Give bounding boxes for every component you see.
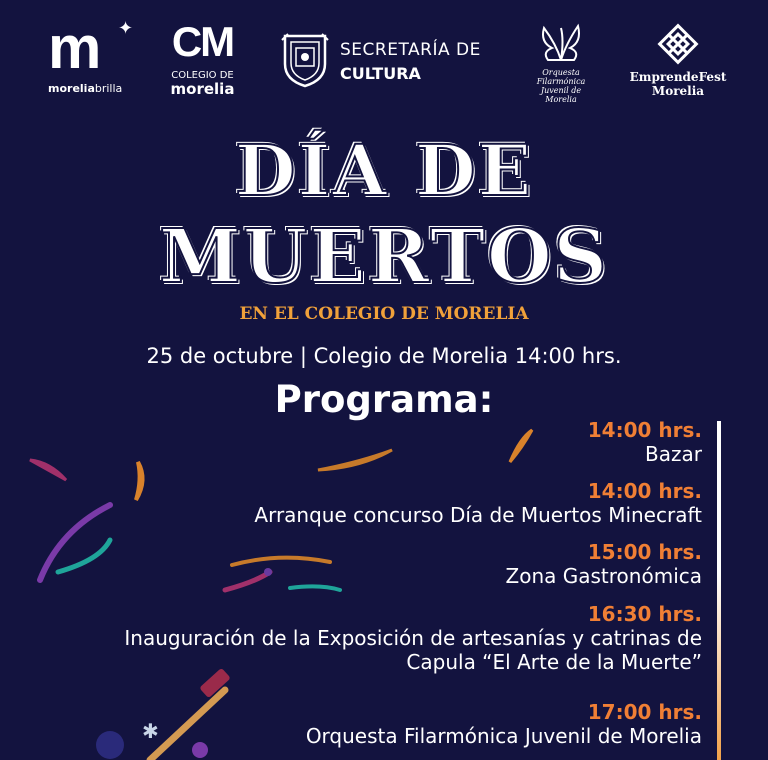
event-name: Bazar [645,442,702,466]
colegio-line2: morelia [170,80,235,98]
event-time: 14:00 hrs. [587,479,702,503]
title-line2: MUERTOS [158,214,609,300]
event-time: 17:00 hrs. [587,700,702,724]
program-event [588,418,702,466]
event-name: Inauguración de la Exposición de artesanías y catrinas de [124,626,702,650]
event-time: 14:00 hrs. [587,418,702,442]
emprendefest-logo [628,22,728,98]
event-name: Orquesta Filarmónica Juvenil de Morelia [305,724,702,748]
sparkle-icon: ✦ [118,18,134,39]
butterfly-icon [538,20,584,64]
colegio-mark: CM [171,18,234,65]
event-time: 15:00 hrs. [587,540,702,564]
event-name: Zona Gastronómica [505,564,702,588]
program-event [254,479,702,527]
orquesta-filarmonica-logo [528,20,594,104]
event-name-continued: Capula “El Arte de la Muerte” [406,650,702,674]
title-line1: DÍA DE [234,129,534,212]
event-time: 16:30 hrs. [587,602,702,626]
secretaria-line1: SECRETARÍA DE [340,40,481,60]
orquesta-line3: Juvenil de Morelia [540,86,582,104]
morelia-brilla-mark: m [48,14,99,81]
orquesta-line1: Orquesta [542,68,580,77]
orquesta-line2: Filarmónica [536,77,586,86]
program-event [306,700,702,748]
program-event [124,602,702,674]
date-location-line: 25 de octubre | Colegio de Morelia 14:00 hrs. [146,344,622,368]
subtitle: EN EL COLEGIO DE MORELIA [239,304,529,324]
emprendefest-line2: Morelia [651,84,705,98]
programa-heading: Programa: [274,378,494,421]
knot-icon [656,22,700,66]
timeline-bar [717,421,721,760]
event-name: Arranque concurso Día de Muertos Minecraft [254,503,702,527]
coat-of-arms-icon [280,30,330,88]
secretaria-line2: CULTURA [340,64,421,83]
emprendefest-line1: EmprendeFest [629,70,727,84]
morelia-brilla-tagline: moreliabrilla [48,82,123,95]
svg-text:✱: ✱ [142,719,159,743]
morelia-brilla-logo [48,14,134,95]
colegio-de-morelia-logo [160,20,245,97]
colegio-line1: COLEGIO DE [171,70,234,81]
program-event [506,540,702,588]
